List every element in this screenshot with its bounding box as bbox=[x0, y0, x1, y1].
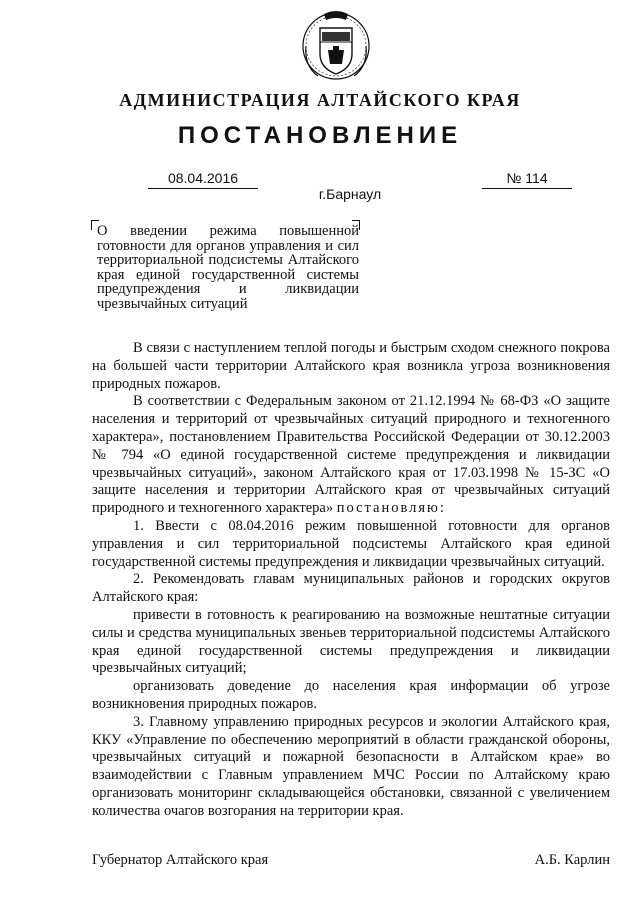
paragraph-1: В связи с наступлением теплой погоды и быстрым сходом снежного покрова на большей части территории Алтайского края возникла угроза возникновения природных пожаров. bbox=[92, 340, 610, 392]
paragraph-4: 2. Рекомендовать главам муниципальных районов и городских округов Алтайского края: bbox=[92, 571, 610, 606]
organization-title: АДМИНИСТРАЦИЯ АЛТАЙСКОГО КРАЯ bbox=[119, 90, 521, 110]
document-body bbox=[92, 340, 610, 821]
paragraph-6: организовать доведение до населения края информации об угрозе возникновения природных пожаров. bbox=[92, 678, 610, 712]
document-number: № 114 bbox=[506, 170, 548, 186]
document-date: 08.04.2016 bbox=[167, 170, 239, 186]
paragraph-2 bbox=[92, 393, 610, 518]
document-type-title: ПОСТАНОВЛЕНИЕ bbox=[177, 122, 463, 149]
document-subject: О введении режима повышенной готовности для органов управления и сил территориальной подсистемы Алтайского края единой государственной системы предупреждения и ликвидации чрезвычайных ситуаций bbox=[97, 223, 359, 312]
signatory-title: Губернатор Алтайского края bbox=[92, 852, 269, 868]
paragraph-5: привести в готовность к реагированию на возможные нештатные ситуации силы и средства муниципальных звеньев территориальной подсистемы Алтайского края единой государственной системы предупреждения и ликвидации чрезвычайных ситуаций; bbox=[92, 606, 610, 677]
paragraph-2-text: В соответствии с Федеральным законом от 21.12.1994 № 68-ФЗ «О защите населения и территорий от чрезвычайных ситуаций природного и техногенного характера», постановлением Правительства Российской Федерации от 30.12.2003 № 794 «О единой государственной системе предупреждения и ликвидации чрезвычайных ситуаций», законом Алтайского края от 17.03.1998 № 15-ЗС «О защите населения и территории Алтайского края от чрезвычайных ситуаций природного и техногенного характера» bbox=[92, 393, 610, 517]
paragraph-3: 1. Ввести с 08.04.2016 режим повышенной готовности для органов управления и сил территориальной подсистемы Алтайского края единой государственной системы предупреждения и ликвидации чрезвычайных ситуаций. bbox=[92, 517, 610, 570]
number-underline bbox=[482, 188, 572, 189]
signatory-name: А.Б. Карлин bbox=[534, 852, 610, 868]
document-city: г.Барнаул bbox=[318, 186, 382, 202]
paragraph-7: 3. Главному управлению природных ресурсов и экологии Алтайского края, ККУ «Управление по обеспечению мероприятий в области гражданской обороны, чрезвычайных ситуаций и пожарной безопасности в Алтайском крае» во взаимодействии с Главным управлением МЧС России по Алтайскому краю организовать мониторинг складывающейся обстановки, связанной с увеличением количества очагов возгорания на территории края. bbox=[92, 713, 610, 819]
decree-word: постановляю: bbox=[336, 500, 446, 517]
coat-of-arms-icon bbox=[298, 6, 374, 86]
date-underline bbox=[148, 188, 258, 189]
